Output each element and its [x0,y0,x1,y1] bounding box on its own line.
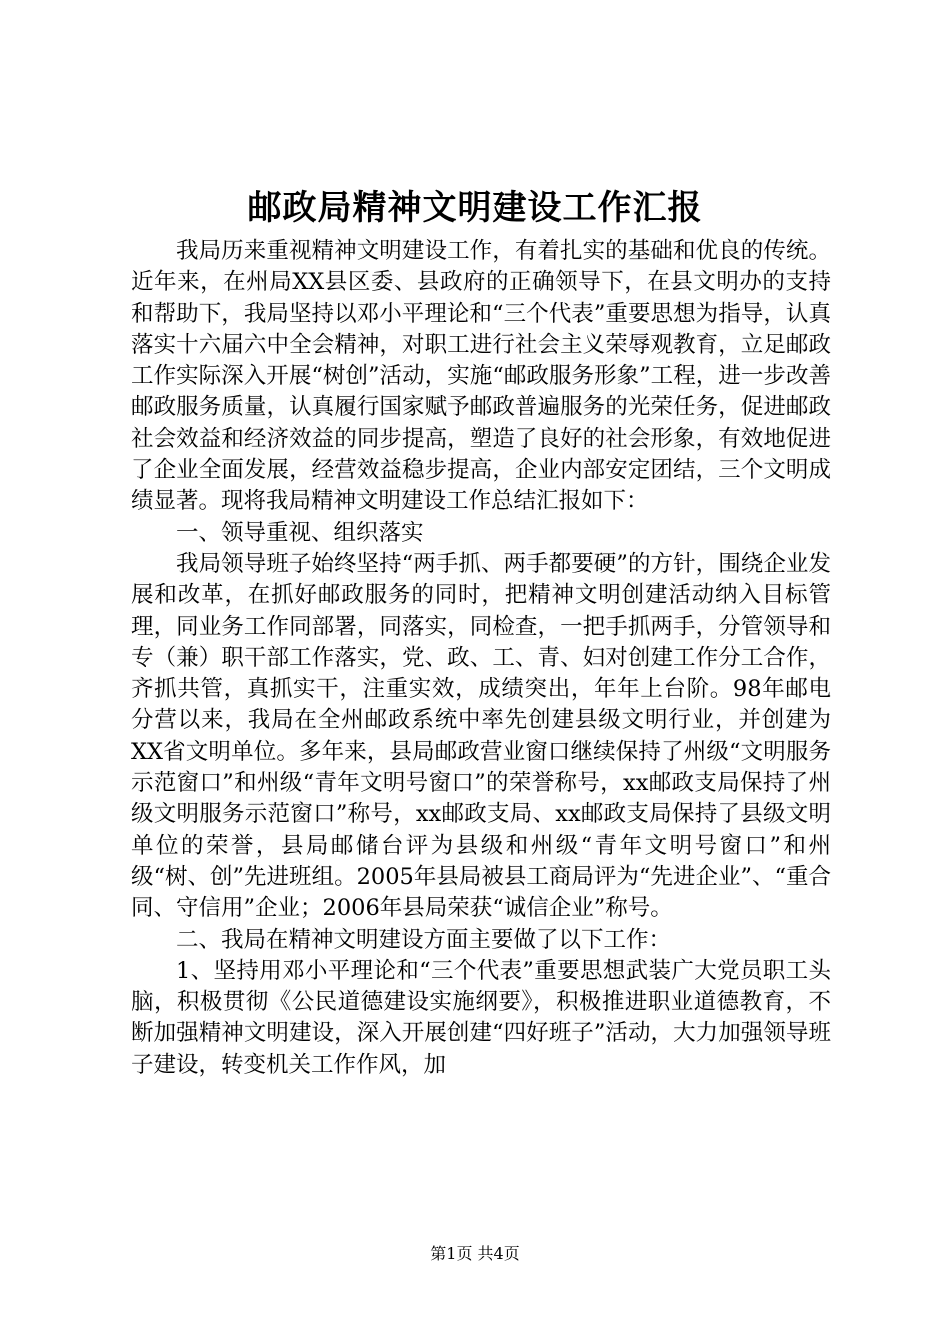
section-heading-2: 二、我局在精神文明建设方面主要做了以下工作： [176,926,672,953]
paragraph-intro: 我局历来重视精神文明建设工作，有着扎实的基础和优良的传统。近年来，在州局XX县区委、县政府的正确领导下，在县文明办的支持和帮助下，我局坚持以邓小平理论和“三个代表”重要思想为指导，认真落实十六届六中全会精神，对职工进行社会主义荣辱观教育，立足邮政工作实际深入开展“树创”活动，实施“邮政服务形象”工程，进一步改善邮政服务质量，认真履行国家赋予邮政普遍服务的光荣任务，促进邮政社会效益和经济效益的同步提高，塑造了良好的社会形象，有效地促进了企业全面发展，经营效益稳步提高，企业内部安定团结，三个文明成绩显著。现将我局精神文明建设工作总结汇报如下： [131,238,831,515]
document-body [131,236,831,1081]
document-title: 邮政局精神文明建设工作汇报 [247,188,703,228]
paragraph-item-1: 1、坚持用邓小平理论和“三个代表”重要思想武装广大党员职工头脑，积极贯彻《公民道德建设实施纲要》，积极推进职业道德教育，不断加强精神文明建设，深入开展创建“四好班子”活动，大力加强领导班子建设，转变机关工作作风，加 [131,957,831,1078]
page-footer: 第1页 共4页 [430,1244,520,1263]
paragraph-section-1: 我局领导班子始终坚持“两手抓、两手都要硬”的方针，围绕企业发展和改革，在抓好邮政服务的同时，把精神文明创建活动纳入目标管理，同业务工作同部署，同落实，同检查，一把手抓两手，分管领导和专（兼）职干部工作落实，党、政、工、青、妇对创建工作分工合作，齐抓共管，真抓实干，注重实效，成绩突出，年年上台阶。98年邮电分营以来，我局在全州邮政系统中率先创建县级文明行业，并创建为XX省文明单位。多年来，县局邮政营业窗口继续保持了州级“文明服务示范窗口”和州级“青年文明号窗口”的荣誉称号，xx邮政支局保持了州级文明服务示范窗口”称号，xx邮政支局、xx邮政支局保持了县级文明单位的荣誉，县局邮储台评为县级和州级“青年文明号窗口”和州级“树、创”先进班组。2005年县局被县工商局评为“先进企业”、“重合同、守信用”企业；2006年县局荣获“诚信企业”称号。 [131,550,831,922]
section-heading-1: 一、领导重视、组织落实 [176,519,424,546]
